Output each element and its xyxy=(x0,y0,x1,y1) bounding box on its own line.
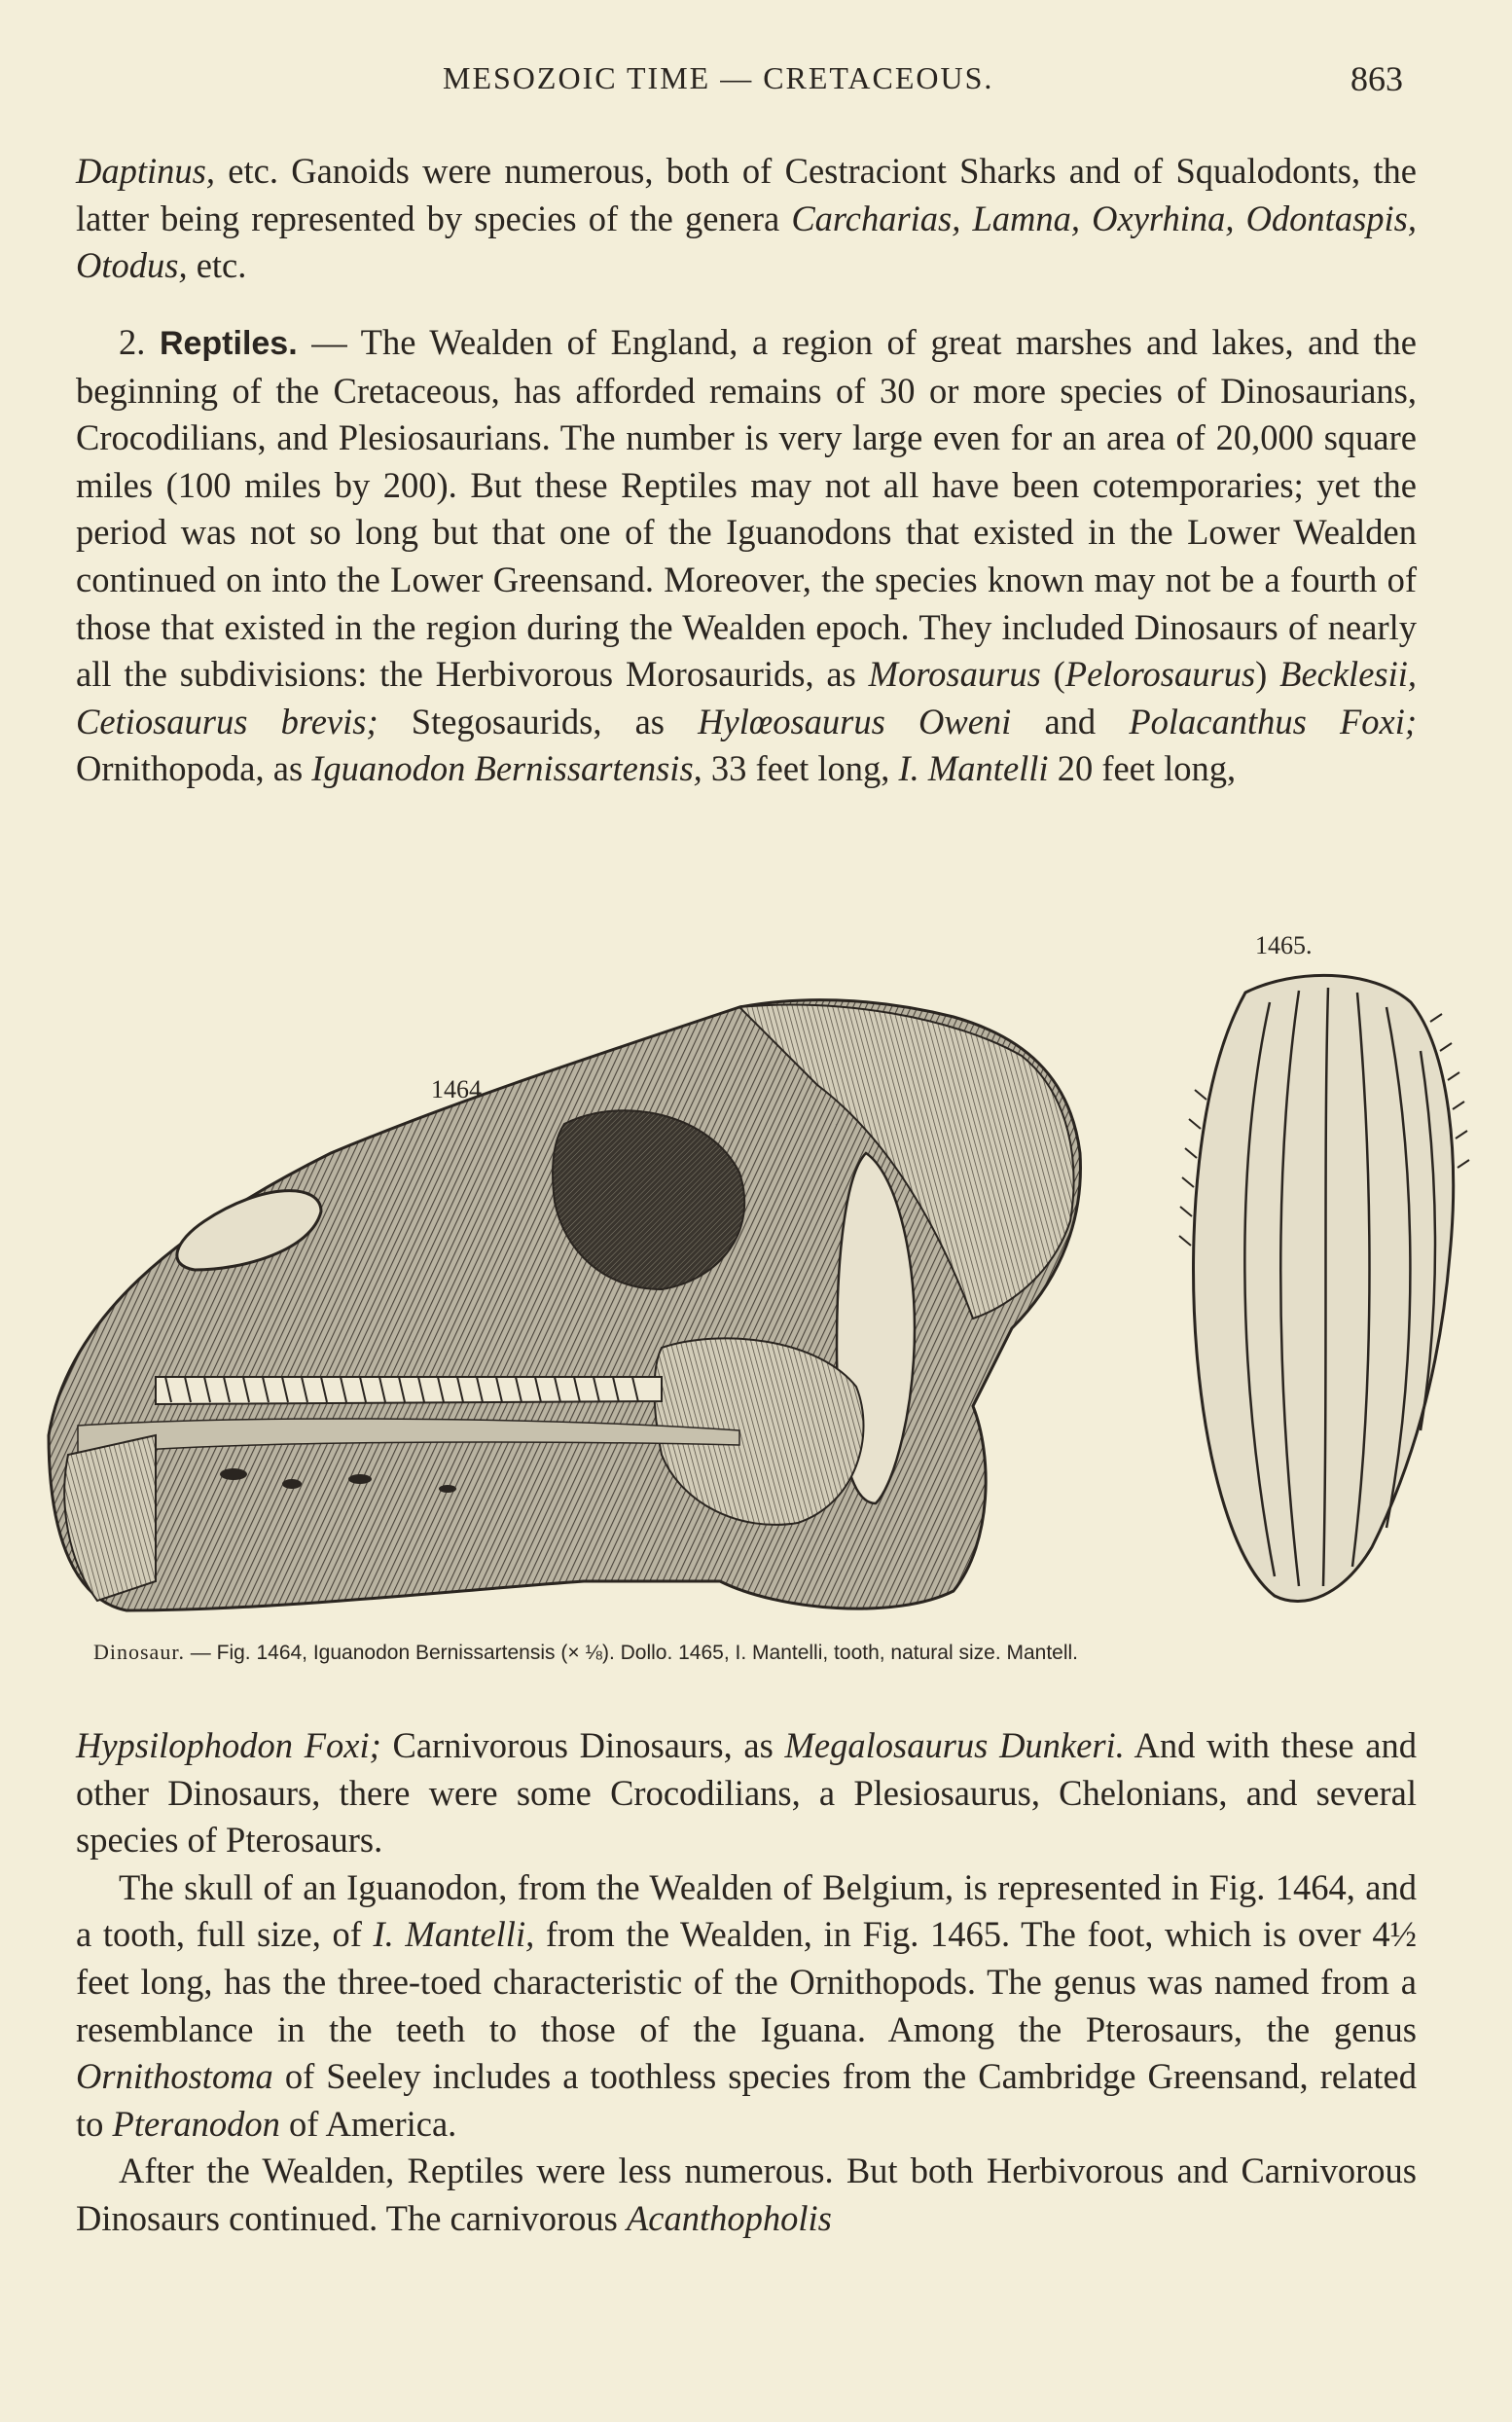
page-number: 863 xyxy=(1350,59,1403,98)
text-span: Megalosaurus Dunkeri. xyxy=(784,1725,1125,1765)
text-span: Carcharias, Lamna, Oxyrhina, Odontaspis, Otodus, xyxy=(76,198,1417,286)
text-span: Acanthopholis xyxy=(626,2197,832,2238)
figure-1465-label: 1465. xyxy=(1255,931,1313,959)
paragraph-1 xyxy=(76,148,1417,290)
text-span: Morosaurus xyxy=(868,654,1041,695)
caption-label: Dinosaur. xyxy=(93,1640,185,1664)
text-span: Stegosaurids, as xyxy=(378,701,699,741)
text-span: Hylœosaurus Oweni xyxy=(698,701,1012,741)
text-span: Becklesii, Cetiosaurus brevis; xyxy=(76,654,1418,741)
caption-text: — Fig. 1464, Iguanodon Bernissartensis (× ⅛). Dollo. 1465, I. Mantelli, tooth, natural size. Mantell. xyxy=(184,1642,1079,1664)
text-span: Hypsilophodon Foxi; xyxy=(76,1725,381,1765)
paragraph-2 xyxy=(76,319,1417,793)
figure-caption xyxy=(93,1640,1417,1665)
section-heading: Reptiles. xyxy=(159,325,298,362)
iguanodon-skull-illustration xyxy=(39,997,1138,1630)
text-span: 20 feet long, xyxy=(1048,748,1237,789)
text-span: I. Mantelli, xyxy=(373,1914,535,1955)
text-span: Iguanodon Bernissartensis, xyxy=(311,748,702,789)
paragraph-3-5 xyxy=(76,1722,1417,2243)
text-span: The skull of an Iguanodon, from the Wealden of Belgium, is represented in Fig. 1464, and a tooth, full size, of xyxy=(76,1866,1417,1955)
text-span: ( xyxy=(1040,654,1065,695)
text-span: Carnivorous Dinosaurs, as xyxy=(380,1725,785,1765)
text-span: ) xyxy=(1255,654,1280,695)
text-span: and xyxy=(1011,701,1130,741)
text-span: Ornithopoda, as xyxy=(76,748,312,789)
text-span: Ornithostoma xyxy=(76,2056,273,2097)
text-span: of Seeley includes a toothless species from the Cambridge Greensand, related to xyxy=(76,2056,1417,2144)
text-span: — The Wealden of England, a region of great marshes and lakes, and the beginning of the Cretaceous, has afforded remains of 30 or more species of Dinosaurians, Crocodilians, and Plesiosaurians. The number is very large even for an area of 20,000 square miles (100 miles by 200). But these Reptiles may not all have been cotemporaries; yet the period was not so long but that one of the Iguanodons that existed in the Lower Wealden continued on into the Lower Greensand. Moreover, the species known may not be a fourth of those that existed in the region during the Wealden epoch. They included Dinosaurs of nearly all the subdivisions: the Herbivorous Morosaurids, as xyxy=(76,322,1417,695)
figure-1464-label: 1464. xyxy=(431,1075,488,1103)
text-span: I. Mantelli xyxy=(898,748,1049,789)
text-span: Daptinus, xyxy=(76,151,215,191)
text-span: 2. xyxy=(119,322,160,362)
page-header xyxy=(0,60,1512,109)
text-span: After the Wealden, Reptiles were less numerous. But both Herbivorous and Carnivorous Dinosaurs continued. The carnivorous xyxy=(76,2151,1417,2238)
iguanodon-tooth-illustration xyxy=(1129,963,1479,1615)
running-title: MESOZOIC TIME — CRETACEOUS. xyxy=(443,60,994,95)
text-span: Pelorosaurus xyxy=(1064,654,1256,695)
text-span: 33 feet long, xyxy=(702,748,899,789)
text-span: etc. xyxy=(187,245,247,286)
text-span: from the Wealden, in Fig. 1465. The foot, which is over 4½ feet long, has the three-toed characteristic of the Ornithopods. The genus was named from a resemblance in the teeth to those of the Iguana. Among the Pterosaurs, the genus xyxy=(76,1914,1417,2049)
text-span: And with these and other Dinosaurs, there were some Crocodilians, a Plesiosaurus, Chelonians, and several species of Pterosaurs. xyxy=(76,1725,1417,1861)
text-span: Polacanthus Foxi; xyxy=(1129,701,1418,741)
text-span: Pteranodon xyxy=(112,2103,280,2144)
text-span: etc. Ganoids were numerous, both of Cestraciont Sharks and of Squalodonts, the latter being represented by species of the genera xyxy=(76,151,1417,238)
text-span: of America. xyxy=(279,2103,457,2144)
